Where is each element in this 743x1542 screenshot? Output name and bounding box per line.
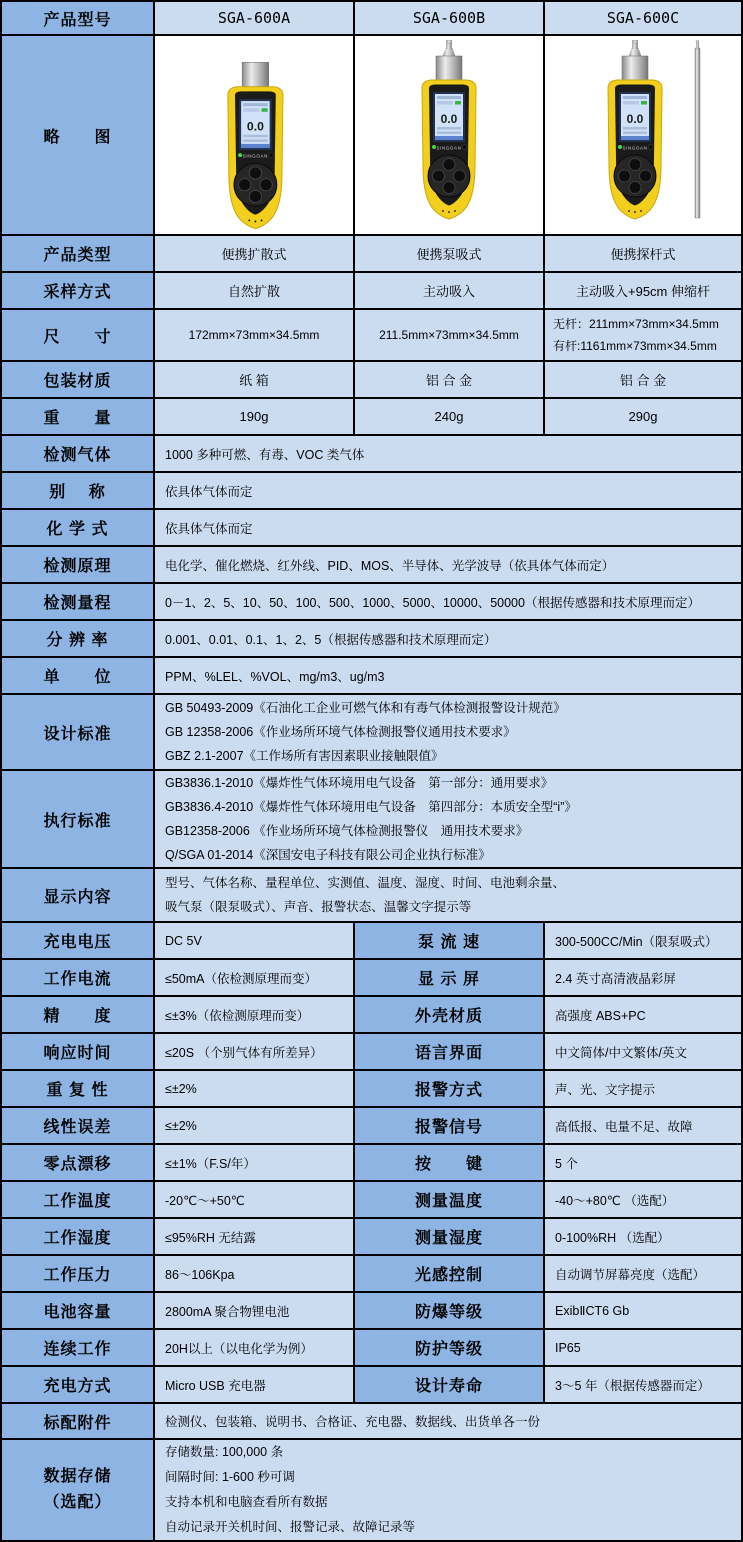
row-zero-drift [2, 1145, 741, 1180]
spec-value: -40～+80℃ （选配） [545, 1182, 741, 1217]
spec-value: 0.001、0.01、0.1、1、2、5（根据传感器和技术原理而定） [155, 621, 741, 656]
row-chemical-formula [2, 510, 741, 545]
spec-label: 分 辨 率 [2, 621, 153, 656]
spec-value: ≤95%RH 无结露 [155, 1219, 353, 1254]
spec-label: 采样方式 [2, 273, 153, 308]
spec-value: 纸 箱 [155, 362, 353, 397]
storage-label-line: 数据存储 [43, 1468, 112, 1485]
spec-label: 报警方式 [355, 1071, 543, 1106]
spec-label: 连续工作 [2, 1330, 153, 1365]
row-design-standards [2, 695, 741, 769]
row-continuous-work [2, 1330, 741, 1365]
spec-label: 工作温度 [2, 1182, 153, 1217]
row-linearity-error [2, 1108, 741, 1143]
model-name-c: SGA-600C [545, 2, 741, 34]
spec-value: 3～5 年（根据传感器而定） [545, 1367, 741, 1402]
spec-value: 1000 多种可燃、有毒、VOC 类气体 [155, 436, 741, 471]
spec-label: 显 示 屏 [355, 960, 543, 995]
spec-label: 别 称 [2, 473, 153, 508]
spec-value: ≤±2% [155, 1108, 353, 1143]
spec-value: DC 5V [155, 923, 353, 958]
row-working-pressure [2, 1256, 741, 1291]
spec-label: 工作压力 [2, 1256, 153, 1291]
product-image-cell-c [545, 36, 741, 234]
row-accuracy [2, 997, 741, 1032]
standard-line: GB3836.1-2010《爆炸性气体环境用电气设备 第一部分：通用要求》 [165, 776, 554, 790]
spec-value: 20H以上（以电化学为例） [155, 1330, 353, 1365]
spec-label: 重 量 [2, 399, 153, 434]
dimension-with-rod: 有杆:1161mm×73mm×34.5mm [553, 339, 717, 353]
storage-line: 存储数量: 100,000 条 [165, 1445, 284, 1459]
spec-value [155, 869, 741, 921]
row-working-temperature [2, 1182, 741, 1217]
standard-line: Q/SGA 01-2014《深国安电子科技有限公司企业执行标准》 [165, 848, 491, 862]
spec-value: 0－1、2、5、10、50、100、500、1000、5000、10000、50000（根据传感器和技术原理而定） [155, 584, 741, 619]
spec-label: 工作湿度 [2, 1219, 153, 1254]
model-name-b: SGA-600B [355, 2, 543, 34]
spec-label: 尺 寸 [2, 310, 153, 360]
spec-label: 设计寿命 [355, 1367, 543, 1402]
spec-label [2, 1440, 153, 1540]
spec-value: 中文简体/中文繁体/英文 [545, 1034, 741, 1069]
spec-label: 精 度 [2, 997, 153, 1032]
row-working-humidity [2, 1219, 741, 1254]
spec-label: 包装材质 [2, 362, 153, 397]
spec-value [545, 310, 741, 360]
spec-value: ≤50mA（依检测原理而变） [155, 960, 353, 995]
spec-value: 290g [545, 399, 741, 434]
row-sketch [2, 36, 741, 234]
row-detection-principle [2, 547, 741, 582]
spec-value: 主动吸入 [355, 273, 543, 308]
dimension-without-rod: 无杆：211mm×73mm×34.5mm [553, 317, 719, 331]
row-weight [2, 399, 741, 434]
telescopic-rod [695, 40, 700, 218]
spec-value: 电化学、催化燃烧、红外线、PID、MOS、半导体、光学波导（依具体气体而定） [155, 547, 741, 582]
spec-label: 防护等级 [355, 1330, 543, 1365]
spec-value: 依具体气体而定 [155, 510, 741, 545]
row-detected-gas [2, 436, 741, 471]
row-working-current [2, 960, 741, 995]
spec-label: 单 位 [2, 658, 153, 693]
row-charging-method [2, 1367, 741, 1402]
spec-value: 172mm×73mm×34.5mm [155, 310, 353, 360]
spec-label: 标配附件 [2, 1404, 153, 1438]
spec-value: 高强度 ABS+PC [545, 997, 741, 1032]
storage-line: 间隔时间: 1-600 秒可调 [165, 1470, 295, 1484]
spec-label: 电池容量 [2, 1293, 153, 1328]
spec-value [155, 771, 741, 867]
spec-value: ≤20S （个别气体有所差异） [155, 1034, 353, 1069]
spec-value: Micro USB 充电器 [155, 1367, 353, 1402]
standard-line: GB3836.4-2010《爆炸性气体环境用电气设备 第四部分：本质安全型“i”》 [165, 800, 577, 814]
spec-value: 190g [155, 399, 353, 434]
row-unit [2, 658, 741, 693]
row-packing-material [2, 362, 741, 397]
spec-label: 检测原理 [2, 547, 153, 582]
spec-label: 测量温度 [355, 1182, 543, 1217]
spec-value: 2800mA 聚合物锂电池 [155, 1293, 353, 1328]
spec-value: 240g [355, 399, 543, 434]
spec-label: 零点漂移 [2, 1145, 153, 1180]
spec-label: 产品类型 [2, 236, 153, 271]
spec-label: 检测气体 [2, 436, 153, 471]
spec-value: 便携扩散式 [155, 236, 353, 271]
row-repeatability [2, 1071, 741, 1106]
standard-line: GB 50493-2009《石油化工企业可燃气体和有毒气体检测报警设计规范》 [165, 701, 566, 715]
spec-value: IP65 [545, 1330, 741, 1365]
spec-value: ≤±2% [155, 1071, 353, 1106]
spec-label: 工作电流 [2, 960, 153, 995]
spec-value: ≤±3%（依检测原理而变） [155, 997, 353, 1032]
standard-line: GB12358-2006 《作业场所环境气体检测报警仪 通用技术要求》 [165, 824, 529, 838]
spec-label: 线性误差 [2, 1108, 153, 1143]
spec-label: 显示内容 [2, 869, 153, 921]
spec-label: 按 键 [355, 1145, 543, 1180]
spec-label: 重 复 性 [2, 1071, 153, 1106]
spec-value: 86～106Kpa [155, 1256, 353, 1291]
standard-line: GB 12358-2006《作业场所环境气体检测报警仪通用技术要求》 [165, 725, 516, 739]
model-name-a: SGA-600A [155, 2, 353, 34]
product-model-label: 产品型号 [2, 2, 153, 34]
spec-label: 防爆等级 [355, 1293, 543, 1328]
product-image-cell-a [155, 36, 353, 234]
spec-value: 依具体气体而定 [155, 473, 741, 508]
display-content-line: 吸气泵（限泵吸式）、声音、报警状态、温馨文字提示等 [165, 900, 472, 914]
spec-value [155, 1440, 741, 1540]
spec-value: ≤±1%（F.S/年） [155, 1145, 353, 1180]
spec-label: 化 学 式 [2, 510, 153, 545]
standard-line: GBZ 2.1-2007《工作场所有害因素职业接触限值》 [165, 749, 444, 763]
product-image-cell-b [355, 36, 543, 234]
spec-label: 泵 流 速 [355, 923, 543, 958]
spec-value: 铝 合 金 [355, 362, 543, 397]
row-alias [2, 473, 741, 508]
product-image-sga-600a [184, 40, 324, 230]
spec-label: 报警信号 [355, 1108, 543, 1143]
storage-line: 自动记录开关机时间、报警记录、故障记录等 [165, 1520, 416, 1534]
row-charging-voltage [2, 923, 741, 958]
spec-value: 便携泵吸式 [355, 236, 543, 271]
spec-label: 光感控制 [355, 1256, 543, 1291]
pump-probe [442, 40, 456, 58]
sketch-label: 略 图 [2, 36, 153, 234]
spec-label: 语言界面 [355, 1034, 543, 1069]
storage-label-line: （选配） [43, 1494, 112, 1511]
row-battery-capacity [2, 1293, 741, 1328]
spec-label: 充电电压 [2, 923, 153, 958]
row-detection-range [2, 584, 741, 619]
spec-value [155, 695, 741, 769]
spec-value: PPM、%LEL、%VOL、mg/m3、ug/m3 [155, 658, 741, 693]
spec-label: 外壳材质 [355, 997, 543, 1032]
row-execution-standards [2, 771, 741, 867]
row-resolution [2, 621, 741, 656]
spec-label: 设计标准 [2, 695, 153, 769]
spec-value: 高低报、电量不足、故障 [545, 1108, 741, 1143]
spec-label: 响应时间 [2, 1034, 153, 1069]
spec-value: 便携探杆式 [545, 236, 741, 271]
product-image-sga-600b [379, 40, 519, 230]
row-dimensions [2, 310, 741, 360]
spec-value: 0-100%RH （选配） [545, 1219, 741, 1254]
spec-value: 2.4 英寸高清液晶彩屏 [545, 960, 741, 995]
spec-value: 检测仪、包装箱、说明书、合格证、充电器、数据线、出货单各一份 [155, 1404, 741, 1438]
display-content-line: 型号、气体名称、量程单位、实测值、温度、湿度、时间、电池剩余量、 [165, 876, 566, 890]
spec-value: 主动吸入+95cm 伸缩杆 [545, 273, 741, 308]
spec-value: 自然扩散 [155, 273, 353, 308]
spec-label: 检测量程 [2, 584, 153, 619]
row-display-content [2, 869, 741, 921]
spec-value: 铝 合 金 [545, 362, 741, 397]
spec-label: 充电方式 [2, 1367, 153, 1402]
spec-value: 5 个 [545, 1145, 741, 1180]
spec-value: ExibⅡCT6 Gb [545, 1293, 741, 1328]
spec-value: 211.5mm×73mm×34.5mm [355, 310, 543, 360]
row-product-model [2, 2, 741, 34]
row-product-type [2, 236, 741, 271]
storage-line: 支持本机和电脑查看所有数据 [165, 1495, 328, 1509]
spec-label: 测量湿度 [355, 1219, 543, 1254]
product-image-sga-600c [573, 40, 713, 230]
row-response-time [2, 1034, 741, 1069]
spec-value: 自动调节屏幕亮度（选配） [545, 1256, 741, 1291]
row-sampling-method [2, 273, 741, 308]
row-standard-accessories [2, 1404, 741, 1438]
spec-label: 执行标准 [2, 771, 153, 867]
row-data-storage [2, 1440, 741, 1540]
spec-value: 300-500CC/Min（限泵吸式） [545, 923, 741, 958]
spec-value: 声、光、文字提示 [545, 1071, 741, 1106]
spec-value: -20℃～+50℃ [155, 1182, 353, 1217]
